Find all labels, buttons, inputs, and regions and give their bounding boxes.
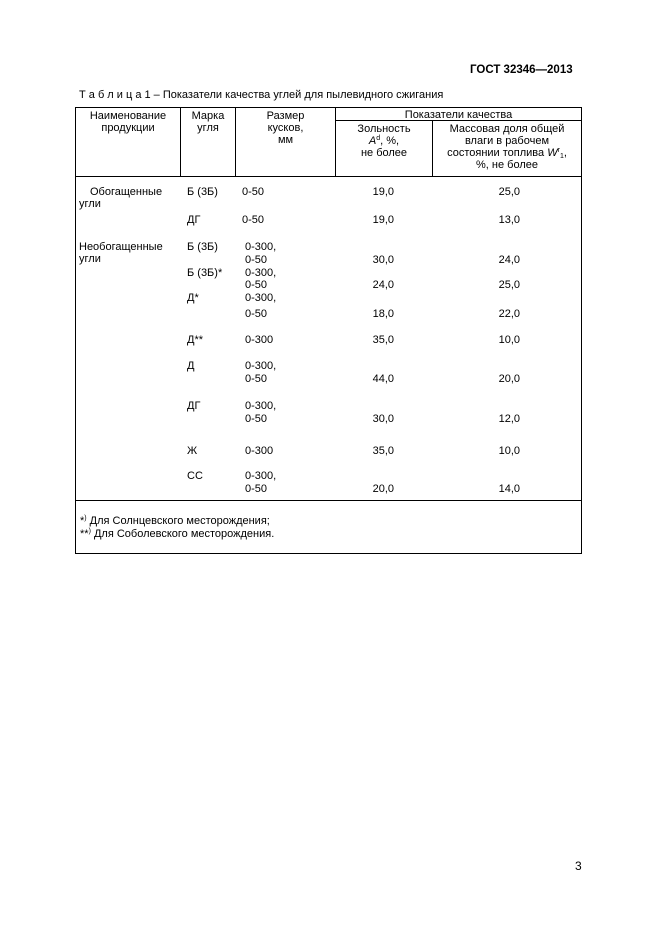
table-border-right [581,107,582,554]
header-line: не более [360,147,408,159]
footnote-mark-sup: ) [88,528,91,535]
header-line: влаги в рабочем [464,135,550,147]
column-header-quality-group: Показатели качества [404,109,513,121]
grade-cell: ДГ [187,214,201,226]
footnote-mark-sup: ) [84,515,87,522]
grade-cell: Д** [187,334,204,346]
table-border-left [75,107,76,554]
ash-value: 35,0 [372,334,394,346]
ash-value: 44,0 [372,373,394,385]
size-cell: 0-300 [245,445,274,457]
footnote [80,528,274,542]
page-number: 3 [575,859,582,873]
footnote-text: Для Соболевского месторождения. [90,528,275,540]
product-name: Необогащенные [79,241,163,253]
grade-cell: Б (3Б)* [187,267,223,279]
moisture-text: состоянии топлива [447,147,548,159]
footnote-mark: * [80,515,85,527]
moisture-symbol: W [547,147,558,159]
size-cell: 0-300, [245,400,277,412]
grade-cell: СС [187,470,203,482]
size-cell: 0-300 [245,334,274,346]
header-line: продукции [101,122,155,134]
header-line: Зольность [357,123,411,135]
moisture-symbol-sub: 1 [559,153,564,160]
ash-symbol: A [368,135,377,147]
size-cell: 0-300, [245,360,277,372]
grade-cell: Б (3Б) [187,186,218,198]
grade-cell: Д* [187,292,199,304]
moisture-value: 22,0 [498,308,520,320]
header-separator [75,176,582,177]
moisture-value: 12,0 [498,413,520,425]
moisture-value: 24,0 [498,254,520,266]
size-cell: 0-50 [245,254,268,266]
size-cell: 0-50 [245,413,268,425]
size-cell: 0-300, [245,470,277,482]
ash-value: 30,0 [372,254,394,266]
ash-value: 35,0 [372,445,394,457]
moisture-value: 20,0 [498,373,520,385]
moisture-tail: , [563,147,567,159]
header-line: %, не более [476,159,538,171]
product-name: Обогащенные [90,186,163,198]
size-cell: 0-50 [242,214,265,226]
header-line: угля [197,122,219,134]
grade-cell: Ж [187,445,198,457]
header-line: мм [277,134,294,146]
ash-value: 19,0 [372,214,394,226]
table-border-bottom [75,553,582,554]
grade-cell: ДГ [187,400,201,412]
ash-value: 20,0 [372,483,394,495]
size-cell: 0-300, [245,267,277,279]
grade-cell: Б (3Б) [187,241,218,253]
table-border-top [75,107,582,108]
grade-cell: Д [187,360,195,372]
moisture-value: 13,0 [498,214,520,226]
header-line: Наименование [89,110,167,122]
product-name: угли [79,198,101,210]
moisture-symbol-sup: r [557,147,560,154]
ash-value: 30,0 [372,413,394,425]
header-line: Размер [266,110,305,122]
size-cell: 0-50 [245,373,268,385]
size-cell: 0-50 [245,308,268,320]
moisture-value: 14,0 [498,483,520,495]
header-line: кусков, [267,122,304,134]
size-cell: 0-300, [245,292,277,304]
ash-value: 19,0 [372,186,394,198]
product-name: угли [79,253,101,265]
size-cell: 0-50 [245,279,268,291]
moisture-value: 25,0 [498,186,520,198]
footnote-separator [75,500,582,501]
footnote [80,515,270,529]
moisture-value: 25,0 [498,279,520,291]
document-id: ГОСТ 32346—2013 [470,64,573,76]
size-cell: 0-50 [242,186,265,198]
header-line: Массовая доля общей [449,123,565,135]
size-cell: 0-300, [245,241,277,253]
header-line: Марка [191,110,225,122]
ash-unit: , %, [380,135,400,147]
moisture-value: 10,0 [498,445,520,457]
ash-symbol-sup: d [376,135,381,142]
ash-value: 18,0 [372,308,394,320]
table-caption: Т а б л и ц а 1 – Показатели качества углей для пылевидного сжигания [79,89,444,101]
ash-value: 24,0 [372,279,394,291]
moisture-value: 10,0 [498,334,520,346]
footnote-text: Для Солнцевского месторождения; [86,515,270,527]
size-cell: 0-50 [245,483,268,495]
footnote-mark: ** [80,528,89,540]
